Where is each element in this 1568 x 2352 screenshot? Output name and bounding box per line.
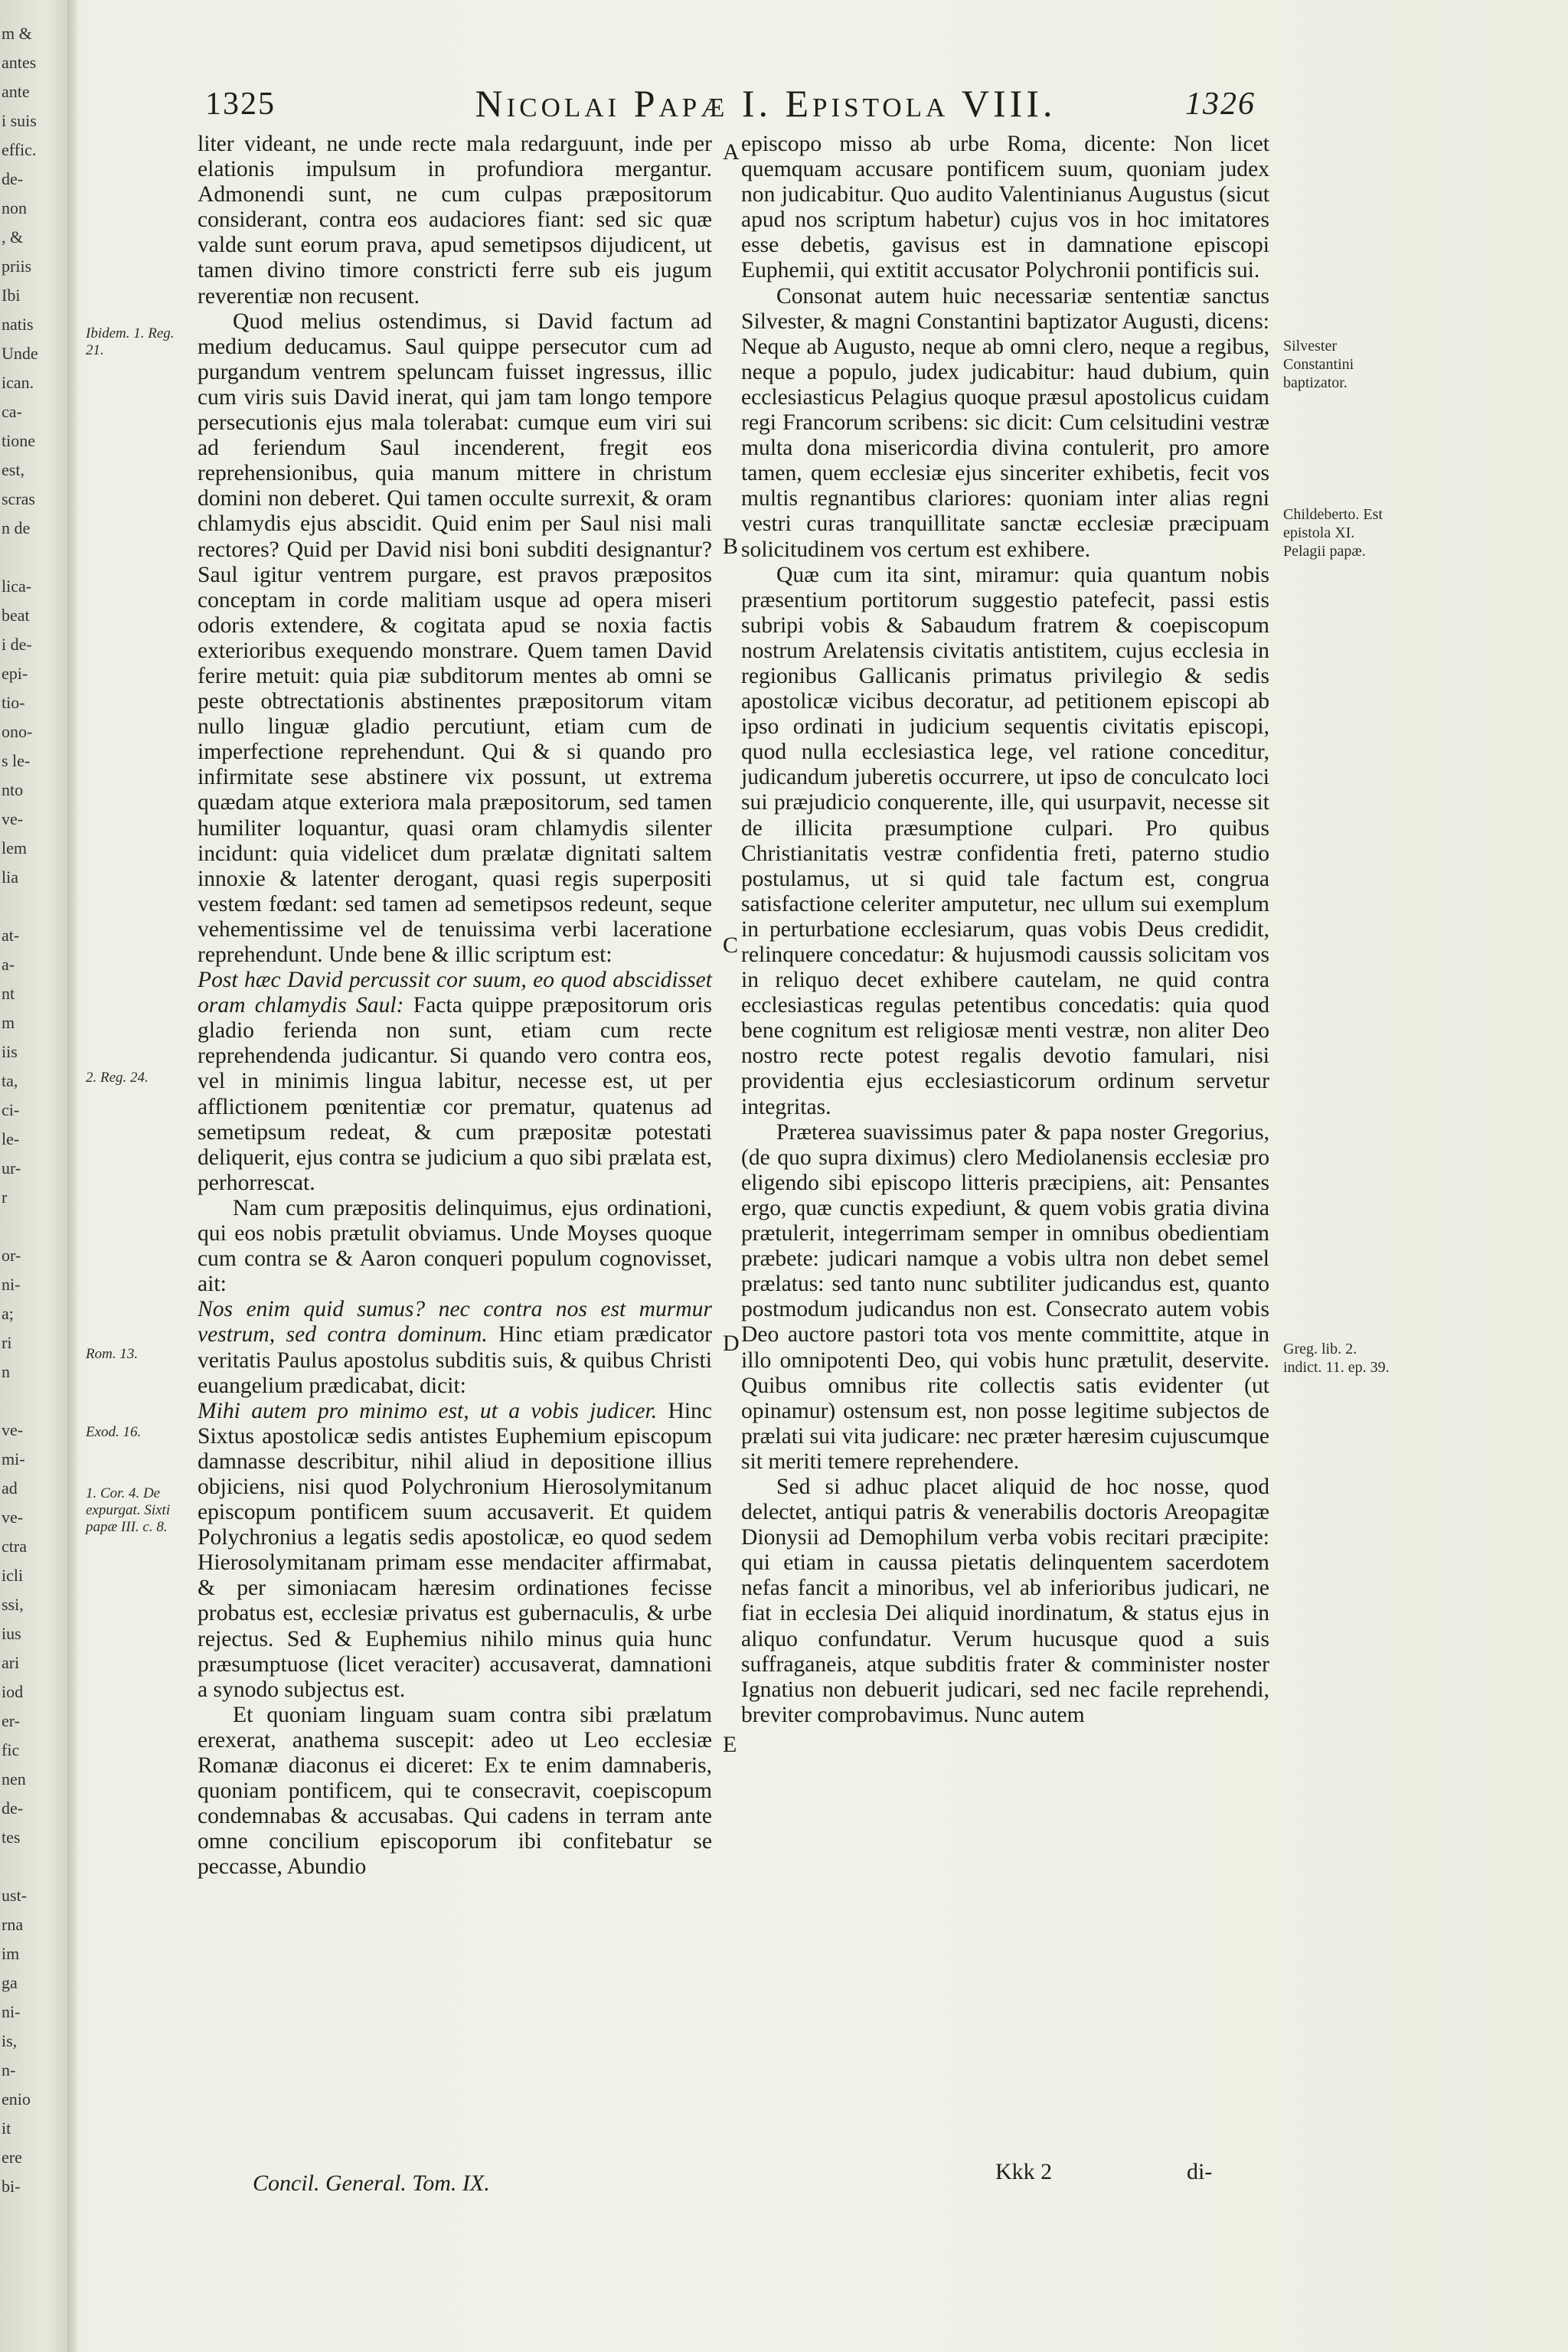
footer-source-text: Concil. General. Tom. IX. (253, 2171, 490, 2196)
gutter-fragment: iis (2, 1042, 18, 1061)
gutter-fragment: ere (2, 2148, 22, 2167)
right-column-paragraph (741, 563, 1269, 1120)
gutter-fragment: i suis (2, 111, 37, 130)
gutter-fragment: ono- (2, 722, 33, 741)
left-column-paragraph (198, 968, 712, 1196)
margin-note-right-1: Silvester Constantini baptizator. (1283, 338, 1354, 391)
gutter-fragment: ve- (2, 809, 24, 828)
right-column-paragraph (741, 1120, 1269, 1475)
left-column-paragraph (198, 1196, 712, 1297)
gutter-fragment: rna (2, 1915, 24, 1934)
gutter-fragment: ante (2, 82, 30, 101)
gutter-fragment: ssi, (2, 1595, 24, 1614)
gutter-fragment: scras (2, 489, 35, 508)
margin-note-left-2: 2. Reg. 24. (86, 1070, 149, 1086)
margin-note-left-4: Exod. 16. (86, 1424, 142, 1440)
gutter-fragment: le- (2, 1129, 20, 1148)
gutter-fragment: er- (2, 1711, 20, 1730)
paragraph-text: liter videant, ne unde recte mala redarguunt, inde per elationis impulsum in profundiora mergantur. Admonendi sunt, ne cum culpas præpositorum considerant, contra eos audaciores fiant: sed sic quæ valde sunt eorum prava, apud semetipsos dijudicent, ut tamen divino timore constricti ferre sub eis jugum reverentiæ non recusent. (198, 132, 712, 309)
page-fold (67, 0, 78, 2352)
right-column-paragraph (741, 132, 1269, 284)
gutter-fragment: is, (2, 2031, 18, 2050)
gutter-fragment: icli (2, 1566, 24, 1585)
gutter-fragment: at- (2, 926, 20, 945)
section-letter-a: A (723, 139, 740, 165)
gutter-fragment: enio (2, 2089, 31, 2109)
left-column-paragraph (198, 132, 712, 309)
margin-note-left-3: Rom. 13. (86, 1346, 139, 1362)
gutter-fragment: ust- (2, 1886, 27, 1905)
paragraph-text: Quod melius ostendimus, si David factum ad medium deducamus. Saul quippe persecutor cum ad purgandum ventrem speluncam fuisset ingressus, illic cum viris suis David inerat, qui jam tam longo tempore persecutionis ejus mala tolerabat: cumque eum viri sui ad feriendum Saul incenderent, fregit eos reprehensionibus, quia manum mittere in christum domini non deberet. Qui tamen occulte surrexit, & oram chlamydis ejus abscidit. Quid enim per Saul nisi mali rectores? Quid per David nisi boni subditi designantur? Saul igitur ventrem purgare, est pravos præpositos conceptam in corde malitiam usque ad opera miseri odoris extendere, & cogitata apud se noxia factis exterioribus exequendo monstrare. Quem tamen David ferire metuit: quia piæ subditorum mentes ab omni se peste obtrectationis abstinentes præpositorum vitam nullo linguæ gladio percutiunt, etiam cum de imperfectione reprehendunt. Qui & si quando pro infirmitate sese abstinere vix possunt, ut extrema quædam atque exteriora mala præpositorum, sed tamen humiliter loquantur, quasi oram chlamydis silenter incidunt: quia videlicet dum prælatæ dignitati saltem innoxie & latenter derogant, quasi regis superpositi vestem fœdant: sed tamen ad semetipsos redeunt, seque vehementissime vel de tenuissima verbi laceratione reprehendunt. Unde bene & illic scriptum est: (198, 309, 712, 967)
paragraph-text: episcopo misso ab urbe Roma, dicente: Non licet quemquam accusare pontificem suum, quoniam judex non judicabitur. Quo audito Valentinianus Augustus (sicut apud nos scriptum habetur) cujus vos in hoc imitatores esse debetis, gavisus est in damnatione episcopi Euphemii, qui extitit accusator Polychronii pontificis sui. (741, 132, 1269, 283)
gutter-fragment: ri (2, 1333, 12, 1352)
gutter-fragment: priis (2, 256, 32, 276)
gutter-fragment: n de (2, 518, 31, 537)
gutter-fragment: ni- (2, 1275, 21, 1294)
gutter-fragment: im (2, 1944, 20, 1963)
gutter-fragment: s le- (2, 751, 31, 770)
gutter-fragment: epi- (2, 664, 28, 683)
left-column-paragraph (198, 309, 712, 968)
gutter-fragment: a; (2, 1304, 14, 1323)
left-column-paragraph (198, 1399, 712, 1703)
gutter-fragment: m (2, 1013, 15, 1032)
gutter-fragment: ve- (2, 1508, 24, 1527)
gutter-fragment: , & (2, 227, 24, 247)
gutter-fragment: nto (2, 780, 24, 799)
gutter-fragment: natis (2, 315, 34, 334)
paragraph-text: Facta quippe præpositorum oris gladio ferienda non sunt, etiam cum recte reprehendenda judicantur. Si quando vero contra eos, vel in minimis lingua labitur, necesse est, ut per afflictionem pœnitentiæ cor prematur, quatenus ad semetipsum redeat, & cum præpositæ potestati deliquerit, ejus contra se judicium a quo sibi prælata est, perhorrescat. (198, 993, 712, 1195)
gutter-fragment: ctra (2, 1537, 27, 1556)
paragraph-text: Hinc Sixtus apostolicæ sedis antistes Euphemium episcopum damnasse describitur, nihil aliud in depositione illius objiciens, nisi quod Polychronium Hierosolymitanum episcopum pontificem suum accusaverit. Et quidem Polychronius a legatis sedis apostolicæ, eo quod sedem Hierosolymitanam primam esse mendaciter affirmabat, & per simoniacam hæresim ordinationes fecisse probatus est, ecclesiæ privatus est gubernaculis, & urbe rejectus. Sed & Euphemius nihilo minus quia hunc præsumptuose (licet veraciter) accusaverat, damnationi a synodo subjectus est. (198, 1398, 712, 1702)
gutter-fragment: it (2, 2118, 11, 2138)
gutter-fragment: bi- (2, 2177, 21, 2196)
gutter-fragment: antes (2, 53, 37, 72)
scripture-quote: Mihi autem pro minimo est, ut a vobis judicer. (198, 1398, 658, 1423)
gutter-fragment: ca- (2, 402, 22, 421)
right-column-paragraph (741, 284, 1269, 563)
gutter-fragment: Unde (2, 344, 38, 363)
gutter-fragment: ci- (2, 1100, 20, 1119)
section-letter-b: B (723, 534, 739, 559)
facing-page-edge (0, 0, 70, 2352)
gutter-fragment: ius (2, 1624, 21, 1643)
gutter-fragment: non (2, 198, 27, 217)
gutter-fragment: Ibi (2, 286, 21, 305)
gutter-fragment: nen (2, 1769, 26, 1788)
margin-note-right-3: Greg. lib. 2. indict. 11. ep. 39. (1283, 1341, 1390, 1376)
page-number-right: 1326 (1185, 87, 1256, 122)
gutter-fragment: lica- (2, 577, 32, 596)
gutter-fragment: tione (2, 431, 35, 450)
gutter-fragment: effic. (2, 140, 37, 159)
margin-note-left-5: 1. Cor. 4. De expurgat. Sixti papæ III. c. 8. (86, 1485, 171, 1535)
margin-note-right-2: Childeberto. Est epistola XI. Pelagii papæ. (1283, 506, 1383, 560)
gutter-fragment: est, (2, 460, 24, 479)
gutter-fragment: tes (2, 1828, 21, 1847)
running-title: Nicolai Papæ I. Epistola VIII. (475, 82, 1057, 125)
margin-note-left-1: Ibidem. 1. Reg. 21. (86, 325, 175, 358)
left-column-paragraph (198, 1703, 712, 1880)
scripture-quote: Nos enim quid sumus? nec contra nos est murmur vestrum, sed contra dominum. (198, 1297, 712, 1348)
right-text-column (741, 132, 1269, 1728)
left-column-paragraph (198, 1297, 712, 1398)
gutter-fragment: fic (2, 1740, 20, 1759)
gutter-fragment: ari (2, 1653, 20, 1672)
right-column-paragraph (741, 1475, 1269, 1728)
footer-source (253, 2171, 490, 2197)
paragraph-text: Et quoniam linguam suam contra sibi prælatum erexerat, anathema suscepit: adeo ut Leo ecclesiæ Romanæ diaconus ei diceret: Ex te enim damnaberis, quoniam pontificem, qui te consecravit, coepiscopum condemnabas & accusabas. Qui cadens in terram ante omne concilium episcoporum ibi confitebatur se peccasse, Abundio (198, 1702, 712, 1880)
scripture-quote: Post hæc David percussit cor suum, eo quod abscidisset oram chlamydis Saul: (198, 968, 712, 1018)
gutter-fragment: mi- (2, 1449, 25, 1468)
gutter-fragment: de- (2, 169, 24, 188)
gutter-fragment: i de- (2, 635, 32, 654)
paragraph-text: Præterea suavissimus pater & papa noster Gregorius, (de quo supra diximus) clero Mediolanensis ecclesiæ pro eligendo sibi episcopo litteris præcipiens, ait: Pensantes ergo, quæ cunctis expediunt, & quem vobis gratia divina prætulerit, integerrimam semper in omnibus obedientiam præbete: judicari namque a vobis ultra non debet semel prælatus: sed tanto nunc subtiliter judicandus est, quanto postmodum judicandus non est. Consecrato autem vobis Deo auctore pastori tota vos mente committite, atque in illo omnipotenti Deo, qui vobis hunc prætulit, deservite. Quibus omnibus rite collectis satis evidenter (ut opinamur) ostensum est, non posse legitime subjectos de prælati sui vita judicare: nec præter hæresim cujuscumque sit meriti temere reprehendere. (741, 1119, 1269, 1474)
catchword: di- (1187, 2159, 1213, 2184)
left-text-column (198, 132, 712, 1880)
gutter-fragment: r (2, 1187, 8, 1207)
section-letter-d: D (723, 1331, 740, 1356)
gutter-fragment: beat (2, 606, 30, 625)
gutter-fragment: lem (2, 838, 27, 858)
paragraph-text: Quæ cum ita sint, miramur: quia quantum nobis præsentium portitorum suggestio patefecit, passi estis subripi vobis & Sabaudum fratrem & coepiscopum nostrum Arelatensis civitatis antistitem, cujus ecclesia in regionibus Gallicanis primatus privilegio & sedis apostolicæ vicibus decoratur, ad petitionem episcopi ab ipso ordinati in judicium sequentis civitatis episcopi, quod nulla ecclesiastica lege, vel ratione conceditur, judicandum juberetis occurrere, ut ipso de conculcato loci sui præjudicio conquerente, ille, qui usurpavit, necesse sit de illicita præsumptione culpari. Pro quibus Christianitatis vestræ confidentia freti, paterno studio postulamus, ut si quid tale factum est, congrua satisfactione celeriter amputetur, nec ullum sui exemplum in perturbatione ecclesiarum, quas vobis Deus credidit, relinquere concedatur: & hujusmodi caussis solicitam vos in reliquo decet exhibere cautelam, ne quid contra ecclesiasticas regulas petentibus concedatis: quia quod bene cognitum est religiosæ menti vestræ, non aliter Deo nostro recte potest regalis devotio famulari, nisi providentia ejus ecclesiasticorum ordinum servetur integritas. (741, 562, 1269, 1119)
gutter-fragment: m & (2, 24, 32, 43)
section-letter-e: E (723, 1732, 737, 1757)
gutter-fragment: or- (2, 1246, 21, 1265)
gutter-fragment: lia (2, 867, 18, 887)
gutter-fragment: de- (2, 1798, 24, 1818)
gutter-fragment: ga (2, 1973, 18, 1992)
gutter-fragment: ican. (2, 373, 34, 392)
paragraph-text: Hinc etiam prædicator veritatis Paulus apostolus subditis suis, & quibus Christi euangelium prædicabat, dicit: (198, 1322, 712, 1398)
paragraph-text: Consonat autem huic necessariæ sententiæ sanctus Silvester, & magni Constantini baptizator Augusti, dicens: Neque ab Augusto, neque ab omni clero, neque a regibus, neque a populo, judex judicabitur: haud dubium, quin ecclesiasticus Pelagius quoque præsul apostolicus cuidam regi Francorum scribens: sic dicit: Cum celsitudini vestræ multa dona misericordia divina contulerit, pro amore tamen, quem ecclesiæ ejus sinceriter exhibetis, fecit vos multis regnantibus clariores: quoniam inter alias regni vestri curas tranquillitate sanctæ ecclesiæ præcipuam solicitudinem vos certum est exhibere. (741, 283, 1269, 562)
gutter-fragment: ni- (2, 2002, 21, 2021)
gutter-fragment: ad (2, 1478, 18, 1498)
gutter-fragment: ta, (2, 1071, 18, 1090)
gutter-fragment: n (2, 1362, 10, 1381)
section-letter-c: C (723, 933, 739, 958)
gutter-fragment: ve- (2, 1420, 24, 1439)
gutter-fragment: ur- (2, 1158, 21, 1178)
paragraph-text: Nam cum præpositis delinquimus, ejus ordinationi, qui eos nobis prætulit obviamus. Unde Moyses quoque cum contra se & Aaron conqueri populum cognovisset, ait: (198, 1195, 712, 1297)
paragraph-text: Sed si adhuc placet aliquid de hoc nosse, quod delectet, antiqui patris & venerabilis doctoris Areopagitæ Dionysii ad Demophilum verba vobis recitari præcipite: qui etiam in caussa pietatis delinquentem sacerdotem nefas fancit a minoribus, vel ab inferioribus judicari, ne fiat in ecclesia Dei aliquid inordinatum, & status ejus in aliquo confundatur. Verum hucusque quod a suis suffraganeis, atque subditis frater & comminister noster Ignatius non debuerit judicari, sed nec facile reprehendi, breviter comprobavimus. Nunc autem (741, 1474, 1269, 1727)
gutter-fragment: a- (2, 955, 15, 974)
page-number-left: 1325 (205, 87, 276, 122)
gutter-fragment: iod (2, 1682, 24, 1701)
gutter-fragment: n- (2, 2060, 16, 2079)
signature-mark: Kkk 2 (995, 2159, 1053, 2184)
gutter-fragment: tio- (2, 693, 25, 712)
gutter-fragment: nt (2, 984, 15, 1003)
